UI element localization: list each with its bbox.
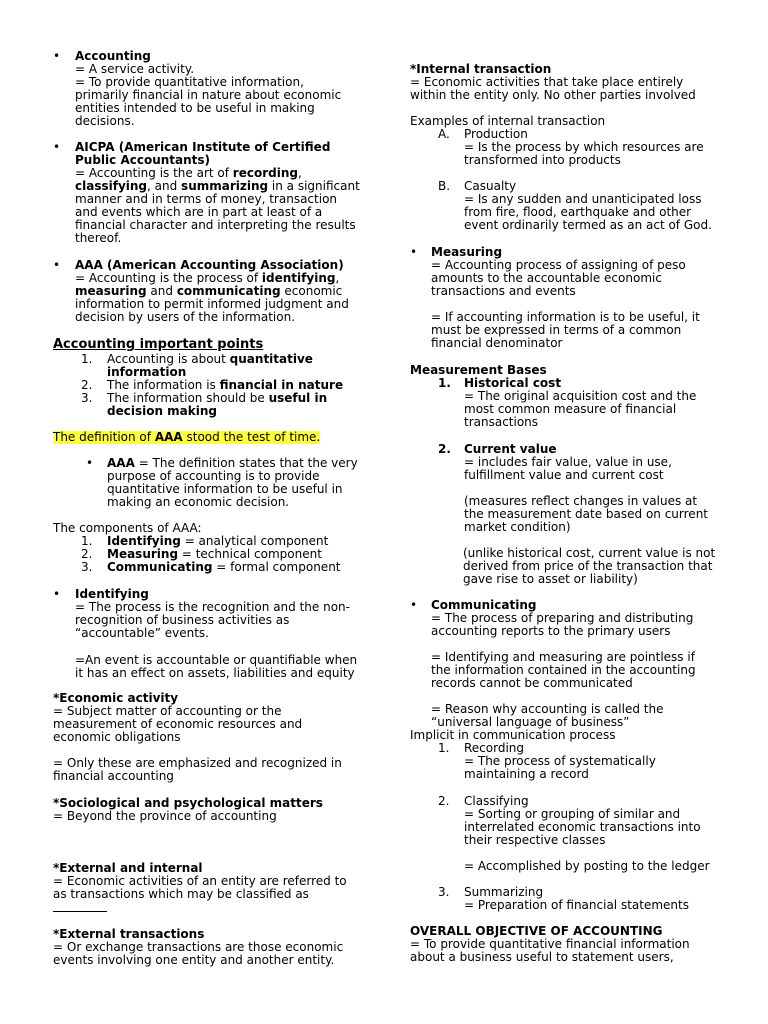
list-number: 1. — [438, 741, 450, 755]
measuring-line: = If accounting information is to be useful, it — [431, 310, 700, 324]
aicpa-line: financial character and interpreting the results — [75, 218, 356, 232]
bullet-aaa: • — [53, 258, 61, 272]
external-internal-title: *External and internal — [53, 861, 203, 875]
accounting-line: = To provide quantitative information, — [75, 75, 304, 89]
casualty-line: from fire, flood, earthquake and other — [464, 205, 692, 219]
internal-transaction-line: within the entity only. No other parties involved — [410, 88, 696, 102]
communicating-line: = Identifying and measuring are pointless if — [431, 650, 695, 664]
production-title: Production — [464, 127, 528, 141]
bullet-aaa-def: • — [86, 456, 94, 470]
communicating-title: Communicating — [431, 598, 537, 612]
external-transactions-line: events involving one entity and another entity. — [53, 953, 335, 967]
classifying-title: Classifying — [464, 794, 529, 808]
historical-cost-title: Historical cost — [464, 376, 562, 390]
list-item: Accounting is about quantitative — [107, 352, 313, 366]
current-value-line: (measures reflect changes in values at — [464, 494, 698, 508]
sociological-title: *Sociological and psychological matters — [53, 796, 323, 810]
fill-in-blank — [53, 901, 107, 915]
list-item: The information should be useful in — [107, 391, 328, 405]
summarizing-line: = Preparation of financial statements — [464, 898, 689, 912]
aicpa-line: thereof. — [75, 231, 122, 245]
current-value-line: fulfillment value and current cost — [464, 468, 664, 482]
current-value-line: the measurement date based on current — [464, 507, 709, 521]
aaa-def-line: making an economic decision. — [107, 495, 290, 509]
list-number: 1. — [438, 376, 451, 390]
aaa-def-line: AAA = The definition states that the very — [107, 456, 358, 470]
recording-line: maintaining a record — [464, 767, 589, 781]
bullet-identifying: • — [53, 587, 61, 601]
external-transactions-title: *External transactions — [53, 927, 205, 941]
recording-title: Recording — [464, 741, 525, 755]
list-number: 1. — [81, 352, 93, 366]
classifying-line: interrelated economic transactions into — [464, 820, 701, 834]
current-value-line: (unlike historical cost, current value is not — [463, 546, 716, 560]
summarizing-title: Summarizing — [464, 885, 544, 899]
bullet-aicpa: • — [53, 140, 61, 154]
current-value-title: Current value — [464, 442, 557, 456]
accounting-line: decisions. — [75, 114, 135, 128]
recording-line: = The process of systematically — [464, 754, 656, 768]
aicpa-line: manner and in terms of money, transaction — [75, 192, 338, 206]
identifying-line: “accountable” events. — [75, 626, 209, 640]
aaa-def-line: quantitative information to be useful in — [107, 482, 343, 496]
sociological-line: = Beyond the province of accounting — [53, 809, 277, 823]
production-line: transformed into products — [464, 153, 621, 167]
communicating-line: records cannot be communicated — [431, 676, 633, 690]
identifying-line: =An event is accountable or quantifiable when — [75, 653, 358, 667]
list-item: The information is financial in nature — [107, 378, 344, 392]
measurement-bases-heading: Measurement Bases — [410, 363, 547, 377]
aaa-title: AAA (American Accounting Association) — [75, 258, 344, 272]
internal-transaction-line: = Economic activities that take place entirely — [410, 75, 684, 89]
aaa-line: decision by users of the information. — [75, 310, 296, 324]
important-points-heading: Accounting important points — [53, 337, 264, 352]
identifying-line: it has an effect on assets, liabilities and equity — [75, 666, 355, 680]
identifying-line: = The process is the recognition and the non- — [75, 600, 350, 614]
aaa-line: measuring and communicating economic — [75, 284, 343, 298]
accounting-line: entities intended to be useful in making — [75, 101, 315, 115]
measuring-line: transactions and events — [431, 284, 576, 298]
list-number: 2. — [81, 378, 93, 392]
aicpa-line: and events which are in part at least of a — [75, 205, 323, 219]
list-item: information — [107, 365, 187, 379]
list-number: 3. — [81, 560, 93, 574]
overall-objective-title: OVERALL OBJECTIVE OF ACCOUNTING — [410, 924, 663, 938]
list-letter: B. — [438, 179, 451, 193]
communicating-line: = The process of preparing and distributing — [431, 611, 694, 625]
aaa-def-line: purpose of accounting is to provide — [107, 469, 320, 483]
historical-cost-line: transactions — [464, 415, 539, 429]
aaa-line: = Accounting is the process of identifying, — [75, 271, 340, 285]
aicpa-line: = Accounting is the art of recording, — [75, 166, 302, 180]
casualty-title: Casualty — [464, 179, 517, 193]
external-internal-line: = Economic activities of an entity are referred to — [53, 874, 347, 888]
identifying-title: Identifying — [75, 587, 149, 601]
economic-activity-line: economic obligations — [53, 730, 181, 744]
list-item: decision making — [107, 404, 218, 418]
measuring-line: amounts to the accountable economic — [431, 271, 662, 285]
list-number: 3. — [81, 391, 93, 405]
classifying-line: their respective classes — [464, 833, 606, 847]
measuring-line: = Accounting process of assigning of peso — [431, 258, 686, 272]
current-value-line: = includes fair value, value in use, — [464, 455, 672, 469]
overall-objective-line: about a business useful to statement users, — [410, 950, 674, 964]
economic-activity-line: = Only these are emphasized and recognized in — [53, 756, 342, 770]
aaa-line: information to permit informed judgment and — [75, 297, 349, 311]
list-item: Identifying = analytical component — [107, 534, 329, 548]
current-value-line: derived from price of the transaction that — [463, 559, 713, 573]
production-line: = Is the process by which resources are — [464, 140, 704, 154]
current-value-line: gave rise to asset or liability) — [463, 572, 638, 586]
list-item: Communicating = formal component — [107, 560, 341, 574]
list-number: 2. — [438, 442, 451, 456]
identifying-line: recognition of business activities as — [75, 613, 290, 627]
accounting-line: primarily financial in nature about economic — [75, 88, 342, 102]
casualty-line: = Is any sudden and unanticipated loss — [464, 192, 702, 206]
bullet-accounting: • — [53, 49, 61, 63]
communicating-line: = Reason why accounting is called the — [431, 702, 664, 716]
highlighted-statement: The definition of AAA stood the test of time. — [53, 430, 321, 444]
measuring-title: Measuring — [431, 245, 503, 259]
measuring-line: must be expressed in terms of a common — [431, 323, 682, 337]
list-number: 2. — [438, 794, 450, 808]
components-heading: The components of AAA: — [53, 521, 202, 535]
list-number: 1. — [81, 534, 93, 548]
historical-cost-line: most common measure of financial — [464, 402, 677, 416]
list-number: 3. — [438, 885, 450, 899]
casualty-line: event ordinarily termed as an act of God. — [464, 218, 712, 232]
overall-objective-line: = To provide quantitative financial information — [410, 937, 690, 951]
list-item: Measuring = technical component — [107, 547, 322, 561]
aicpa-title: Public Accountants) — [75, 153, 211, 167]
communicating-line: the information contained in the accounting — [431, 663, 696, 677]
list-number: 2. — [81, 547, 93, 561]
accounting-line: = A service activity. — [75, 62, 195, 76]
implicit-heading: Implicit in communication process — [410, 728, 616, 742]
economic-activity-title: *Economic activity — [53, 691, 179, 705]
external-transactions-line: = Or exchange transactions are those economic — [53, 940, 344, 954]
communicating-line: “universal language of business” — [431, 715, 630, 729]
external-internal-line: as transactions which may be classified as — [53, 887, 309, 901]
measuring-line: financial denominator — [431, 336, 563, 350]
bullet-communicating: • — [410, 598, 418, 612]
list-letter: A. — [438, 127, 450, 141]
historical-cost-line: = The original acquisition cost and the — [464, 389, 697, 403]
accounting-title: Accounting — [75, 49, 151, 63]
classifying-line: = Accomplished by posting to the ledger — [464, 859, 710, 873]
economic-activity-line: measurement of economic resources and — [53, 717, 303, 731]
bullet-measuring: • — [410, 245, 418, 259]
communicating-line: accounting reports to the primary users — [431, 624, 671, 638]
internal-transaction-title: *Internal transaction — [410, 62, 552, 76]
economic-activity-line: financial accounting — [53, 769, 174, 783]
internal-examples-heading: Examples of internal transaction — [410, 114, 606, 128]
economic-activity-line: = Subject matter of accounting or the — [53, 704, 282, 718]
classifying-line: = Sorting or grouping of similar and — [464, 807, 681, 821]
aicpa-line: classifying, and summarizing in a significant — [75, 179, 360, 193]
aicpa-title: AICPA (American Institute of Certified — [75, 140, 331, 154]
current-value-line: market condition) — [464, 520, 571, 534]
